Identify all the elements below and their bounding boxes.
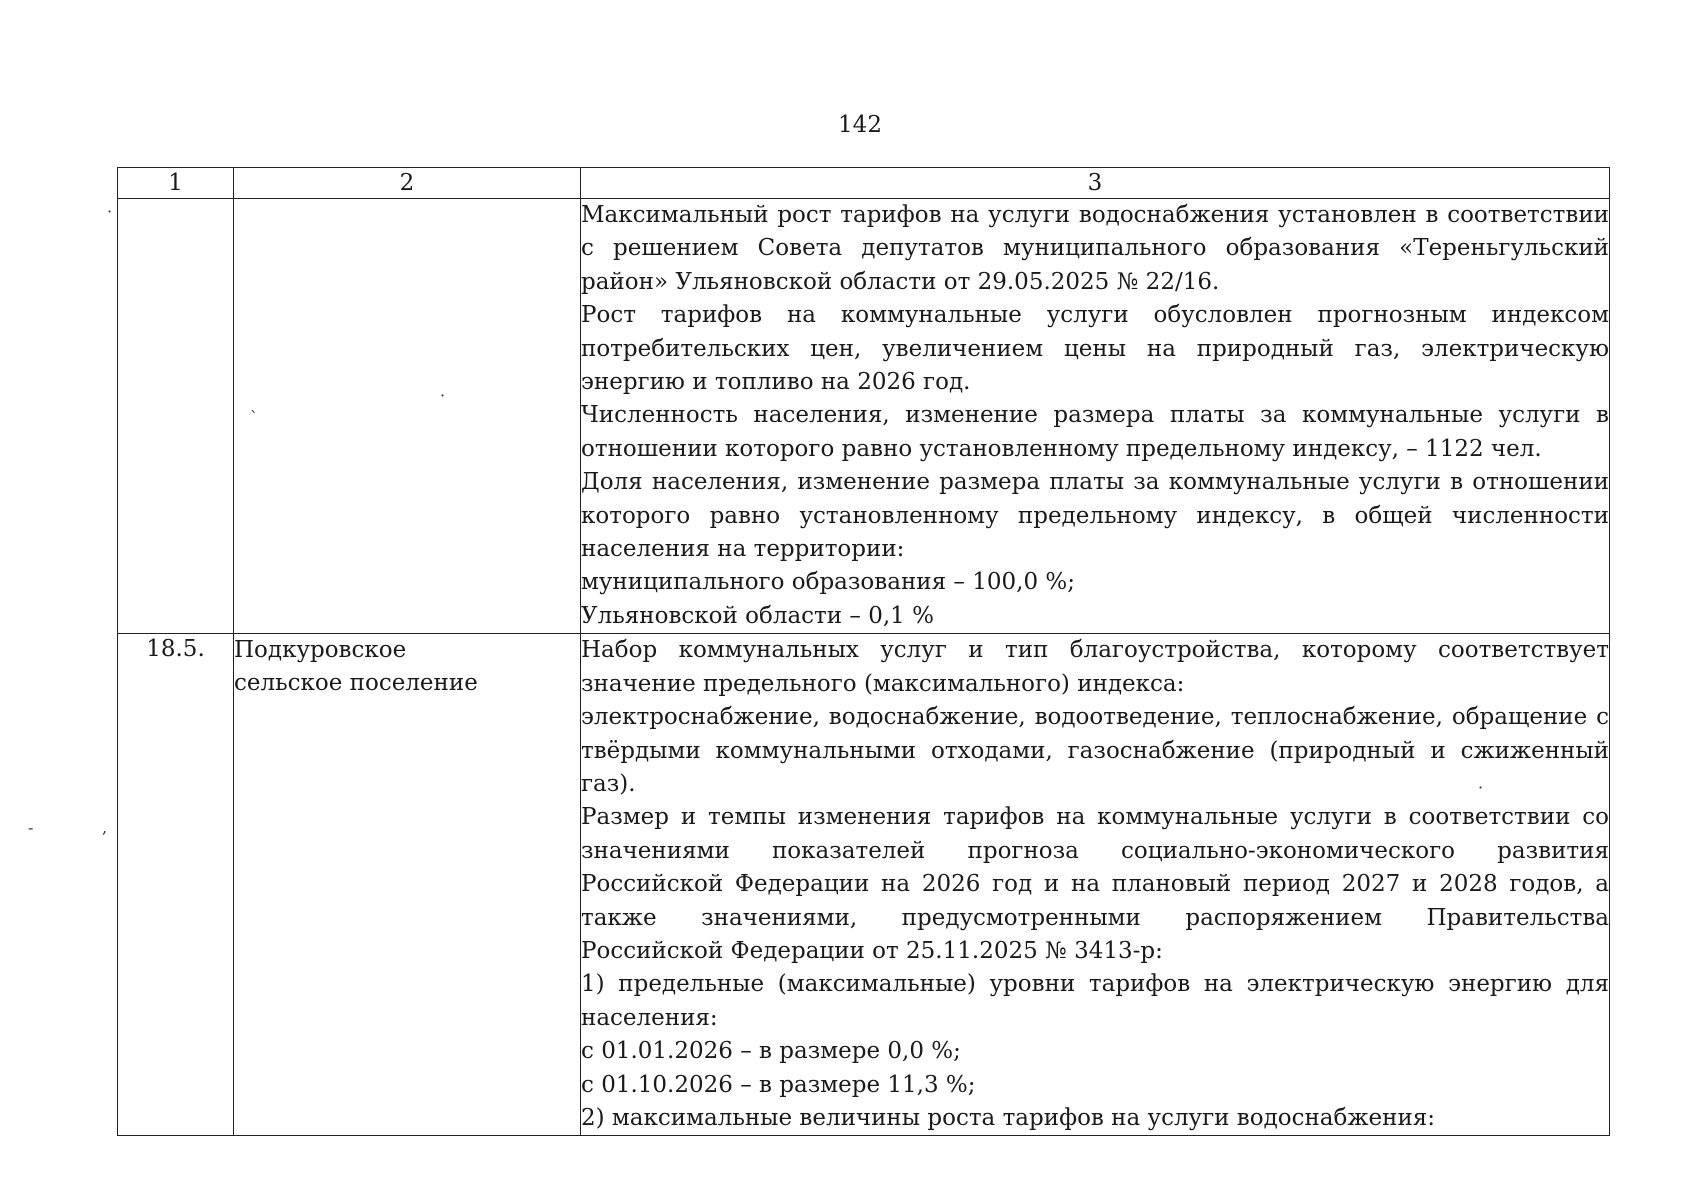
- scan-speck: -: [28, 818, 34, 837]
- paragraph: Набор коммунальных услуг и тип благоустройства, которому соответствует значение предельного (максимального) индекса:: [581, 637, 1609, 697]
- paragraph: Ульяновской области – 0,1 %: [581, 602, 934, 629]
- paragraph: Максимальный рост тарифов на услуги водоснабжения установлен в соответствии с решением Совета депутатов муниципального образования «Тереньгульский район» Ульяновской области от 29.05.2025 № 22/16.: [581, 202, 1609, 295]
- paragraph: 2) максимальные величины роста тарифов на услуги водоснабжения:: [581, 1104, 1436, 1131]
- paragraph: с 01.01.2026 – в размере 0,0 %;: [581, 1038, 961, 1065]
- column-header-3: 3: [581, 168, 1610, 199]
- table-row: [118, 634, 1610, 1136]
- paragraph: муниципального образования – 100,0 %;: [581, 569, 1075, 596]
- settlement-name-line: Подкуровское: [234, 637, 407, 664]
- settlement-name-line: сельское поселение: [234, 670, 478, 697]
- paragraph: электроснабжение, водоснабжение, водоотведение, теплоснабжение, обращение с твёрдыми коммунальными отходами, газоснабжение (природный и сжиженный газ).: [581, 704, 1609, 797]
- row-text-cell: [581, 634, 1610, 1136]
- paragraph: Доля населения, изменение размера платы за коммунальные услуги в отношении которого равно установленному предельному индексу, в общей численности населения на территории:: [581, 469, 1609, 563]
- scan-speck: ,: [102, 818, 108, 837]
- scan-speck: ·: [1478, 778, 1484, 797]
- scan-speck: ·: [107, 202, 113, 221]
- row-number-cell: 18.5.: [118, 634, 234, 1136]
- paragraph: Численность населения, изменение размера платы за коммунальные услуги в отношении которого равно установленному предельному индексу, – 1122 чел.: [581, 402, 1609, 462]
- paragraph: с 01.10.2026 – в размере 11,3 %;: [581, 1071, 976, 1098]
- row-number-cell: [118, 199, 234, 634]
- table-row: [118, 199, 1610, 634]
- scan-speck: `: [250, 408, 258, 427]
- column-header-2: 2: [234, 168, 581, 199]
- document-table: [117, 167, 1610, 1136]
- table-header-row: [118, 168, 1610, 199]
- page-number: 142: [838, 112, 882, 138]
- paragraph: Размер и темпы изменения тарифов на коммунальные услуги в соответствии со значениями показателей прогноза социально-экономического развития Российской Федерации на 2026 год и на плановый период 2027 и 2028 годов, а также значениями, предусмотренными распоряжением Правительства Российской Федерации от 25.11.2025 № 3413-р:: [581, 804, 1609, 964]
- scan-speck: ·: [440, 386, 446, 405]
- row-name-cell: [234, 199, 581, 634]
- row-name-cell: [234, 634, 581, 1136]
- paragraph: Рост тарифов на коммунальные услуги обусловлен прогнозным индексом потребительских цен, увеличением цены на природный газ, электрическую энергию и топливо на 2026 год.: [581, 302, 1609, 396]
- column-header-1: 1: [118, 168, 234, 199]
- paragraph: 1) предельные (максимальные) уровни тарифов на электрическую энергию для населения:: [581, 971, 1609, 1031]
- row-text-cell: [581, 199, 1610, 634]
